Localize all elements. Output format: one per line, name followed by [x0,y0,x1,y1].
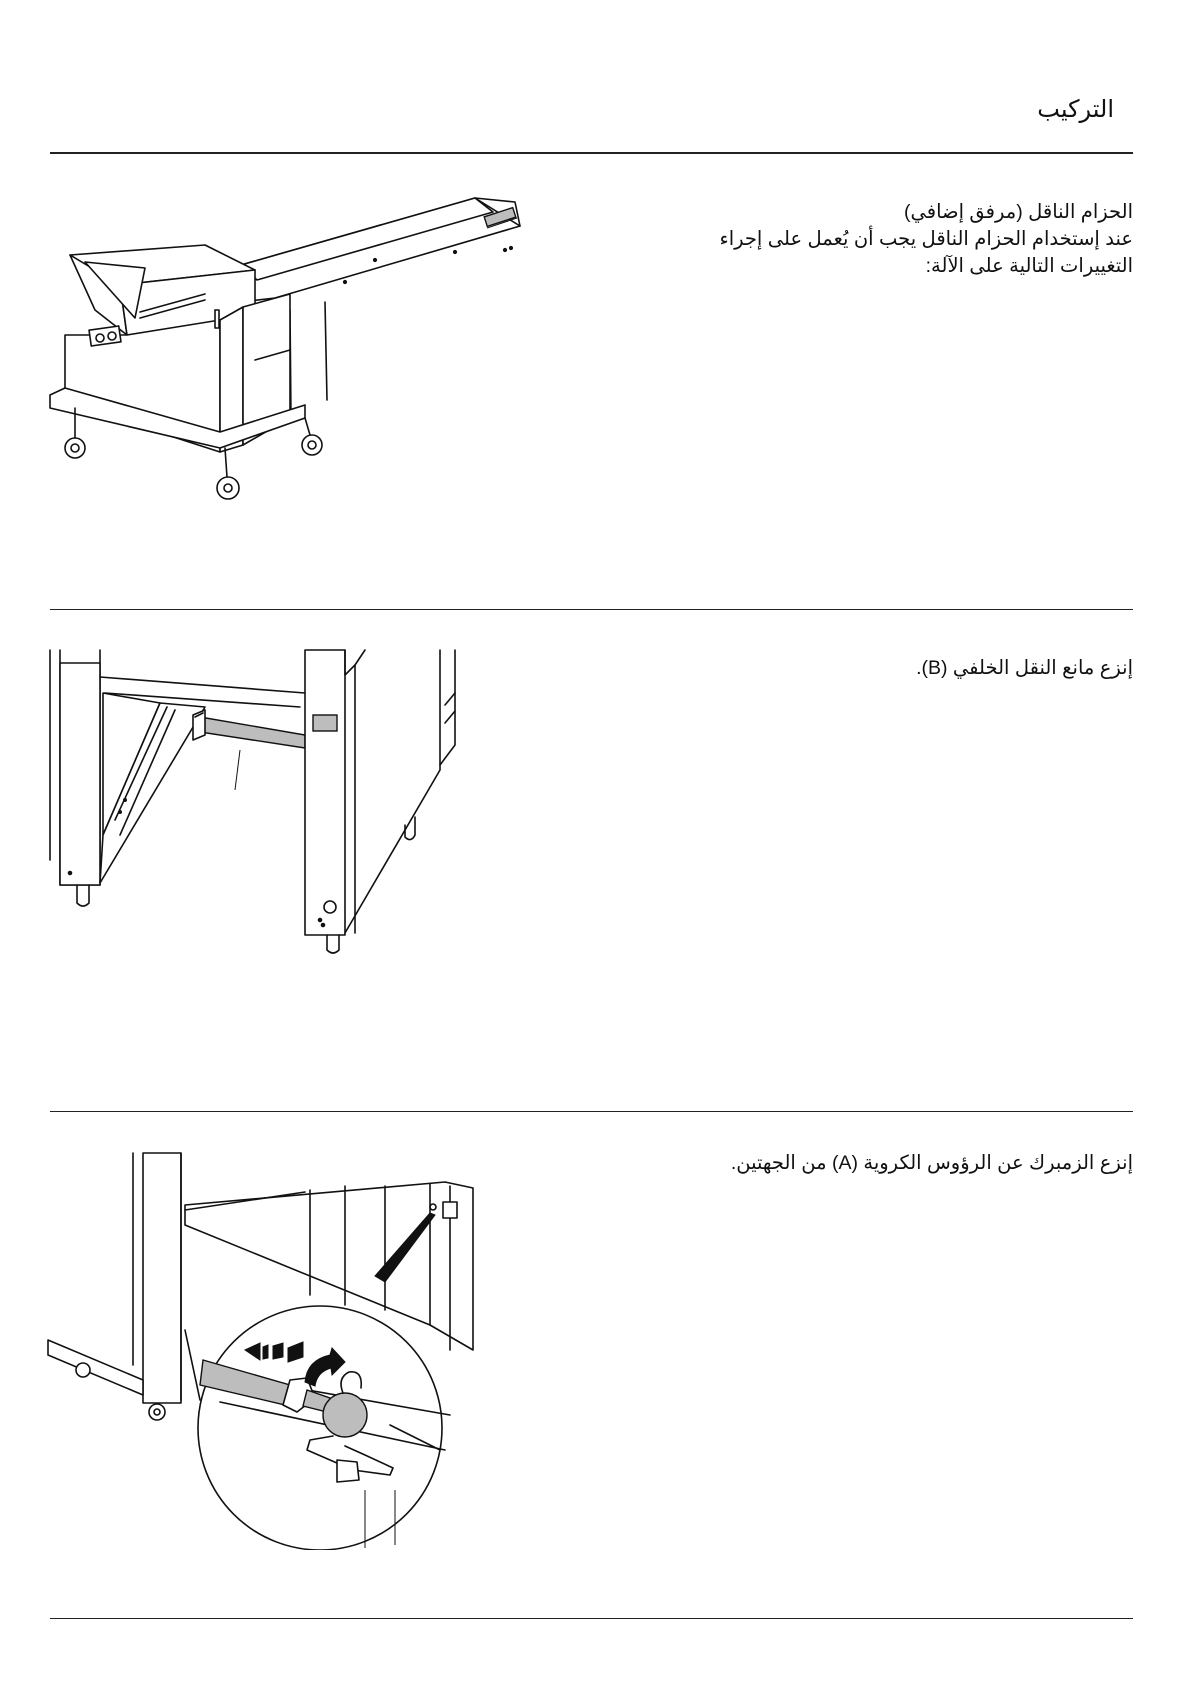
section-1-text [720,199,1133,280]
section-1-line-2: عند إستخدام الحزام الناقل يجب أن يُعمل على إجراء [719,228,1133,250]
shredder-with-conveyor-illustration [45,190,545,510]
footer-divider [50,1618,1133,1619]
section-3-instruction: إنزع الزمبرك عن الرؤوس الكروية (A) من الجهتين. [730,1152,1133,1174]
section-1-line-3: التغييرات التالية على الآلة: [925,255,1133,277]
page-title: التركيب [1037,96,1114,123]
section-1-heading: الحزام الناقل (مرفق إضافي) [904,201,1133,223]
ball-head-spring-illustration [45,1150,505,1550]
section-divider-2 [50,1111,1133,1112]
section-divider-1 [50,609,1133,610]
header-divider [50,152,1133,154]
section-3-text [731,1150,1133,1177]
rear-transport-lock-illustration [45,645,495,965]
section-2-text [916,655,1133,682]
section-2-instruction: إنزع مانع النقل الخلفي (B). [916,657,1133,679]
